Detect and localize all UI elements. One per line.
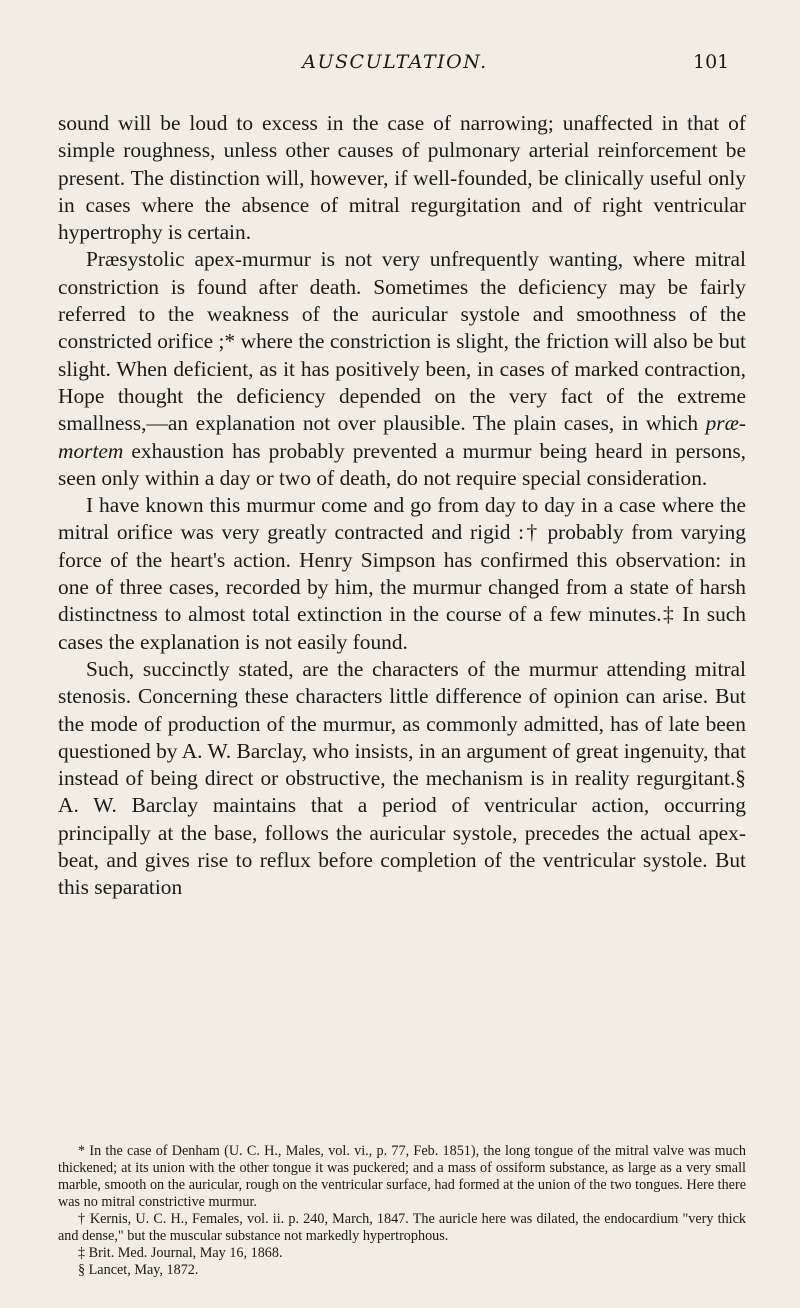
footnote-2: † Kernis, U. C. H., Females, vol. ii. p. 240, March, 1847. The auricle here was dilated, the endocardium "very thick and dense," but the muscular substance not markedly hypertrophous. bbox=[58, 1211, 746, 1244]
paragraph-2 bbox=[58, 246, 746, 492]
footnote-4: § Lancet, May, 1872. bbox=[78, 1262, 199, 1278]
running-title: AUSCULTATION. bbox=[302, 51, 488, 73]
footnote-3: ‡ Brit. Med. Journal, May 16, 1868. bbox=[78, 1245, 283, 1261]
footnote-1: * In the case of Denham (U. C. H., Males, vol. vi., p. 77, Feb. 1851), the long tongue of the mitral valve was much thickened; at its union with the other tongue it was puckered; and a mass of ossiform substance, as large as a very small marble, smooth on the auricular, rough on the ventricular surface, had formed at the union of the two tongues. Here there was no mitral constrictive murmur. bbox=[58, 1143, 746, 1210]
running-head bbox=[0, 47, 800, 77]
paragraph-2-part-b: exhaustion has probably prevented a murmur being heard in persons, seen only within a day or two of death, do not require special consideration. bbox=[58, 438, 746, 490]
paragraph-2-part-a: Præsystolic apex-murmur is not very unfrequently wanting, where mitral constriction is found after death. Sometimes the deficiency may be fairly referred to the weakness of the auricular systole and smoothness of the constricted orifice ;* where the constriction is slight, the friction will also be but slight. When deficient, as it has positively been, in cases of marked contraction, Hope thought the deficiency depended on the very fact of the extreme smallness,—an explanation not over plausible. The plain cases, in which bbox=[58, 247, 746, 436]
footnotes bbox=[58, 1143, 746, 1279]
body-text bbox=[58, 110, 746, 902]
paragraph-1: sound will be loud to excess in the case of narrowing; unaffected in that of simple roughness, unless other causes of pulmonary arterial reinforcement be present. The distinction will, however, if well-founded, be clinically useful only in cases where the absence of mitral regurgitation and of right ventricular hypertrophy is certain. bbox=[58, 111, 746, 245]
page-number: 101 bbox=[693, 51, 730, 73]
paragraph-3: I have known this murmur come and go from day to day in a case where the mitral orifice was very greatly contracted and rigid :† probably from varying force of the heart's action. Henry Simpson has confirmed this observation: in one of three cases, recorded by him, the murmur changed from a state of harsh distinctness to almost total extinction in the course of a few minutes.‡ In such cases the explanation is not easily found. bbox=[58, 493, 746, 654]
paragraph-2-emphasis: præ-mortem bbox=[58, 411, 746, 463]
paragraph-4: Such, succinctly stated, are the characters of the murmur attending mitral stenosis. Concerning these characters little difference of opinion can arise. But the mode of production of the murmur, as commonly admitted, has of late been questioned by A. W. Barclay, who insists, in an argument of great ingenuity, that instead of being direct or obstructive, the mechanism is in reality regurgitant.§ A. W. Barclay maintains that a period of ventricular action, occurring principally at the base, follows the auricular systole, precedes the actual apex-beat, and gives rise to reflux before completion of the ventricular systole. But this separation bbox=[58, 656, 746, 900]
